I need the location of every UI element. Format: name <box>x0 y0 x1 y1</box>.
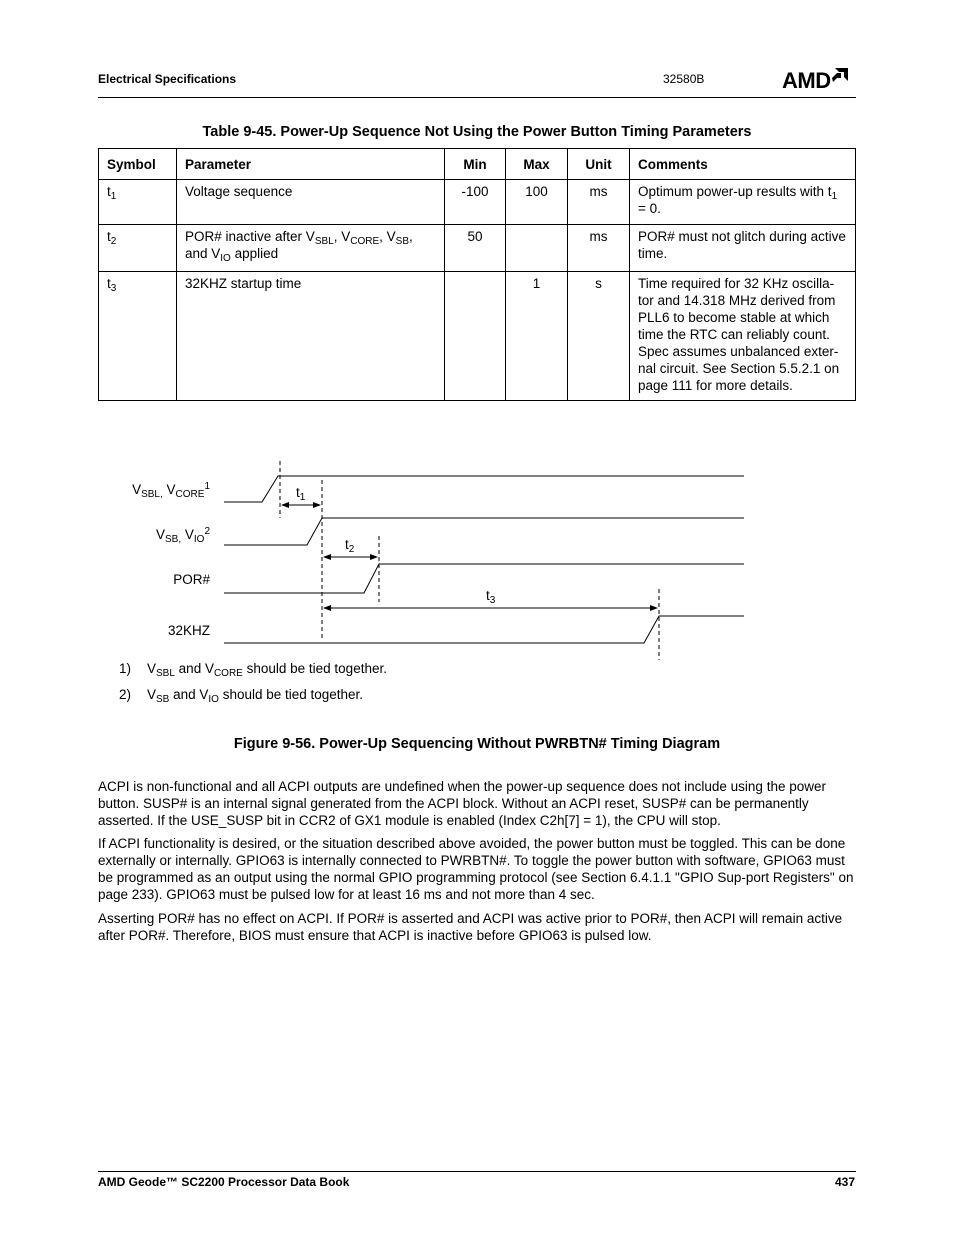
waveform-vsb-vio <box>224 518 744 545</box>
timing-parameters-table <box>98 148 856 401</box>
col-header-symbol: Symbol <box>99 149 177 180</box>
cell-min: 50 <box>445 225 506 272</box>
table-row <box>99 225 856 272</box>
footer-page-number: 437 <box>834 1175 855 1189</box>
footer-book-title: AMD Geode™ SC2200 Processor Data Book <box>98 1175 350 1189</box>
signal-label-por: POR# <box>173 572 210 587</box>
cell-unit: s <box>568 272 630 401</box>
table-header-row <box>99 149 856 180</box>
waveform-32khz <box>224 616 744 643</box>
body-paragraph-1: ACPI is non-functional and all ACPI outputs are undefined when the power-up sequence does not include using the power button. SUSP# is an internal signal generated from the ACPI block. Without an ACPI reset, SUSP# can be permanently asserted. If the USE_SUSP bit in CCR2 of GX1 module is enabled (Index C2h[7] = 1), the CPU will stop. <box>98 779 826 828</box>
timing-label-t1: $t_1$ <box>296 485 306 503</box>
col-header-max: Max <box>506 149 568 180</box>
diagram-note-1: 1) $V_{SBL}$ and $V_{CORE}$ should be tied together. <box>119 661 387 679</box>
col-header-min: Min <box>445 149 506 180</box>
cell-parameter: 32KHZ startup time <box>177 272 445 401</box>
col-header-parameter: Parameter <box>177 149 445 180</box>
waveform-por <box>224 564 744 593</box>
header-doc-number: 32580B <box>663 72 705 86</box>
signal-label-vsbl-vcore: $V_{SBL,}$ $V_{CORE}^1$ <box>132 481 210 500</box>
table-caption: Table 9-45. Power-Up Sequence Not Using the Power Button Timing Parameters <box>202 124 752 140</box>
cell-comment: POR# must not glitch during active time. <box>630 225 856 272</box>
cell-symbol: $t_1$ <box>99 180 177 225</box>
cell-symbol: $t_3$ <box>99 272 177 401</box>
timing-label-t3: $t_3$ <box>486 588 496 606</box>
amd-logo: AMD <box>782 68 848 94</box>
signal-label-vsb-vio: $V_{SB,}$ $V_{IO}^2$ <box>155 526 210 545</box>
col-header-unit: Unit <box>568 149 630 180</box>
cell-comment: Time required for 32 KHz oscilla-tor and 14.318 MHz derived from PLL6 to become stable at which time the RTC can reliably count. Spec assumes unbalanced exter-nal circuit. See Section 5.5.2.1 on page 111 for more details. <box>630 272 856 401</box>
cell-unit: ms <box>568 180 630 225</box>
cell-max: 1 <box>506 272 568 401</box>
table-row <box>99 180 856 225</box>
figure-caption: Figure 9-56. Power-Up Sequencing Without PWRBTN# Timing Diagram <box>233 736 721 752</box>
timing-label-t2: $t_2$ <box>345 537 355 555</box>
table-row <box>99 272 856 401</box>
col-header-comments: Comments <box>630 149 856 180</box>
header-rule <box>98 97 856 98</box>
header-section-title: Electrical Specifications <box>98 72 237 86</box>
body-paragraph-3: Asserting POR# has no effect on ACPI. If POR# is asserted and ACPI was active prior to POR#, then ACPI will remain active after POR#. Therefore, BIOS must ensure that ACPI is inactive before GPIO63 is pulsed low. <box>98 911 843 943</box>
cell-min <box>445 272 506 401</box>
body-paragraph-2: If ACPI functionality is desired, or the situation described above avoided, the power button must be toggled. This can be done externally or internally. GPIO63 is internally connected to PWRBTN#. To toggle the power button with software, GPIO63 must be programmed as an output using the normal GPIO programming protocol (see Section 6.4.1.1 "GPIO Sup-port Registers" on page 233). GPIO63 must be pulsed low for at least 16 ms and not more than 4 sec. <box>98 836 854 902</box>
cell-comment: Optimum power-up results with $t_1 = 0$. <box>630 180 856 225</box>
cell-unit: ms <box>568 225 630 272</box>
cell-max: 100 <box>506 180 568 225</box>
signal-label-32khz: 32KHZ <box>167 623 210 638</box>
diagram-note-2: 2) $V_{SB}$ and $V_{IO}$ should be tied together. <box>119 687 364 705</box>
cell-min: -100 <box>445 180 506 225</box>
cell-parameter: POR# inactive after $V_{SBL}$, $V_{CORE}$, $V_{SB}$, and $V_{IO}$ applied <box>177 225 445 272</box>
cell-symbol: $t_2$ <box>99 225 177 272</box>
cell-max <box>506 225 568 272</box>
footer-rule <box>98 1171 856 1172</box>
cell-parameter: Voltage sequence <box>177 180 445 225</box>
